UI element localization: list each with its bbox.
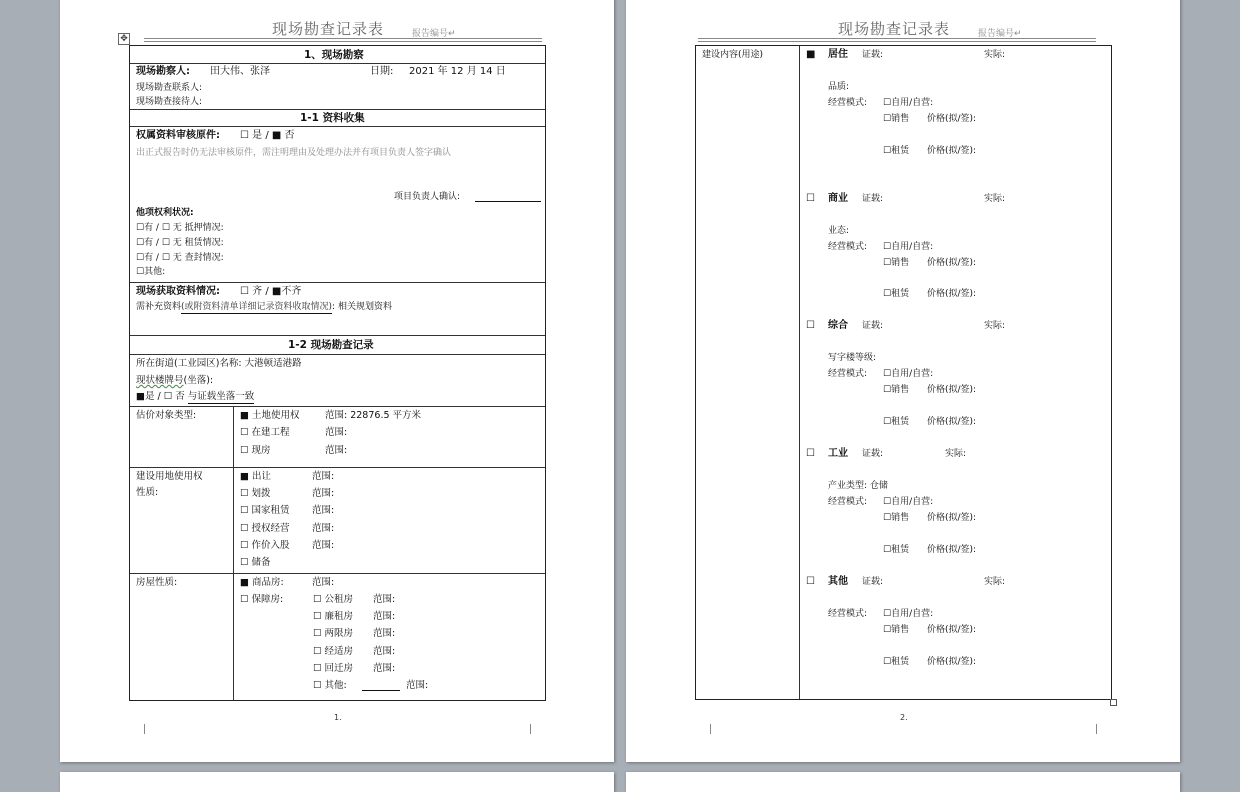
pm-confirm-label: 项目负责人确认: <box>394 192 461 202</box>
sale-option[interactable]: ☐销售 <box>883 114 910 124</box>
cert-label: 证载: <box>862 194 884 204</box>
public-rent-option[interactable]: ☐ 公租房 <box>313 594 354 605</box>
need-supp-tail: : 相关规划资料 <box>332 302 392 312</box>
cert-label: 证载: <box>862 50 884 60</box>
range-label: 范围: <box>312 523 335 534</box>
range-label: 范围: <box>312 471 335 482</box>
price-label: 价格(拟/签): <box>927 114 977 124</box>
price-label: 价格(拟/签): <box>927 545 977 555</box>
cert-label: 证载: <box>862 449 884 459</box>
office-grade-label: 写字楼等级: <box>828 353 877 363</box>
range-label: 范围: <box>373 646 396 657</box>
signature-line[interactable] <box>475 201 541 202</box>
price-label: 价格(拟/签): <box>927 625 977 635</box>
document-page-4 <box>626 772 1180 792</box>
range-label: 范围: <box>373 594 396 605</box>
header-rule <box>144 41 542 42</box>
others-label: 其他 <box>828 576 848 587</box>
other-row[interactable]: ☐其他: <box>136 267 166 277</box>
range-label: 范围: <box>406 680 429 691</box>
range-label: 范围: <box>373 663 396 674</box>
report-number-label: 报告编号↵ <box>978 29 1022 39</box>
inspector-value: 田大伟、张泽 <box>210 66 270 77</box>
page-title: 现场勘查记录表 <box>838 20 951 38</box>
range-label: 范围: <box>312 540 335 551</box>
self-use-option[interactable]: ☐自用/自营: <box>883 369 934 379</box>
existing-range: 范围: <box>325 445 348 456</box>
price-label: 价格(拟/签): <box>927 289 977 299</box>
range-label: 范围: <box>373 611 396 622</box>
range-label: 范围: <box>312 577 335 588</box>
sale-option[interactable]: ☐销售 <box>883 513 910 523</box>
header-rule <box>698 38 1096 39</box>
crop-mark <box>530 724 531 734</box>
actual-label: 实际: <box>984 194 1006 204</box>
other-house-option[interactable]: ☐ 其他: <box>313 680 347 691</box>
receiver-label: 现场勘查接待人: <box>136 97 203 107</box>
mode-label: 经营模式: <box>828 242 868 252</box>
mode-label: 经营模式: <box>828 98 868 108</box>
section-1-2-heading: 1-2 现场勘查记录 <box>288 339 374 351</box>
document-page-1 <box>60 0 614 762</box>
date-label: 日期: <box>370 66 394 77</box>
crop-mark <box>710 724 711 734</box>
complex-checkbox[interactable]: ☐ <box>806 320 815 331</box>
self-use-option[interactable]: ☐自用/自营: <box>883 242 934 252</box>
actual-label: 实际: <box>984 50 1006 60</box>
building-no-label: 现状楼牌号 <box>136 375 184 386</box>
content-label: 建设内容(用途) <box>702 50 764 60</box>
rent-option[interactable]: ☐租赁 <box>883 417 910 427</box>
land-use-range: 范围: 22876.5 平方米 <box>325 410 422 421</box>
rent-option[interactable]: ☐租赁 <box>883 545 910 555</box>
others-checkbox[interactable]: ☐ <box>806 576 815 587</box>
page-number: 2. <box>900 713 908 722</box>
crop-mark <box>144 724 145 734</box>
mode-label: 经营模式: <box>828 497 868 507</box>
price-label: 价格(拟/签): <box>927 258 977 268</box>
range-label: 范围: <box>312 505 335 516</box>
need-supp-link: (或附资料清单详细记录资料收取情况) <box>181 302 333 312</box>
price-label: 价格(拟/签): <box>927 657 977 667</box>
same-address-text: 与证载坐落一致 <box>187 391 255 402</box>
other-house-blank[interactable] <box>362 690 400 691</box>
inspector-label: 现场勘察人: <box>136 66 190 77</box>
affordable-option[interactable]: ☐ 经适房 <box>313 646 354 657</box>
sale-option[interactable]: ☐销售 <box>883 385 910 395</box>
commerce-label: 商业 <box>828 193 848 204</box>
lease-row[interactable]: ☐有 / ☐ 无 租赁情况: <box>136 238 224 248</box>
price-label: 价格(拟/签): <box>927 146 977 156</box>
self-use-option[interactable]: ☐自用/自营: <box>883 497 934 507</box>
report-number-label: 报告编号↵ <box>412 29 456 39</box>
material-options[interactable]: ☐ 齐 / ■不齐 <box>240 286 302 297</box>
document-page-2 <box>626 0 1180 762</box>
range-label: 范围: <box>373 628 396 639</box>
self-use-option[interactable]: ☐自用/自营: <box>883 98 934 108</box>
actual-label: 实际: <box>984 321 1006 331</box>
security-housing-option[interactable]: ☐ 保障房: <box>240 594 284 605</box>
street-name: 所在街道(工业园区)名称: 大港顿适港路 <box>136 358 302 369</box>
sale-option[interactable]: ☐销售 <box>883 258 910 268</box>
page-number: 1. <box>334 713 342 722</box>
range-label: 范围: <box>312 488 335 499</box>
residential-checkbox[interactable]: ■ <box>806 49 816 60</box>
mode-label: 经营模式: <box>828 609 868 619</box>
format-label: 业态: <box>828 226 850 236</box>
ownership-review-options[interactable]: ☐ 是 / ■ 否 <box>240 130 295 141</box>
table-resize-handle-icon[interactable] <box>1110 699 1117 706</box>
authorize-option[interactable]: ☐ 授权经营 <box>240 523 290 534</box>
complex-label: 综合 <box>828 320 848 331</box>
use-table <box>695 45 1112 700</box>
invest-option[interactable]: ☐ 作价入股 <box>240 540 290 551</box>
contact-label: 现场勘查联系人: <box>136 83 203 93</box>
state-lease-option[interactable]: ☐ 国家租赁 <box>240 505 290 516</box>
sale-option[interactable]: ☐销售 <box>883 625 910 635</box>
object-type-label: 估价对象类型: <box>136 410 197 421</box>
reserve-option[interactable]: ☐ 储备 <box>240 557 271 568</box>
rent-option[interactable]: ☐租赁 <box>883 146 910 156</box>
residential-label: 居住 <box>828 49 848 60</box>
price-label: 价格(拟/签): <box>927 513 977 523</box>
cheap-rent-option[interactable]: ☐ 廉租房 <box>313 611 354 622</box>
rent-option[interactable]: ☐租赁 <box>883 657 910 667</box>
price-label: 价格(拟/签): <box>927 385 977 395</box>
industry-type: 产业类型: 仓储 <box>828 481 888 491</box>
same-address-options[interactable]: ■是 / ☐ 否 <box>136 391 185 402</box>
crop-mark <box>1096 724 1097 734</box>
self-use-option[interactable]: ☐自用/自营: <box>883 609 934 619</box>
other-rights-label: 他项权利状况: <box>136 208 194 218</box>
wip-option[interactable]: ☐ 在建工程 <box>240 427 290 438</box>
industry-label: 工业 <box>828 448 848 459</box>
cert-label: 证载: <box>862 321 884 331</box>
land-nature-suffix: 性质: <box>136 487 159 498</box>
header-rule <box>698 41 1096 42</box>
actual-label: 实际: <box>984 577 1006 587</box>
cert-label: 证载: <box>862 577 884 587</box>
existing-option[interactable]: ☐ 现房 <box>240 445 271 456</box>
mode-label: 经营模式: <box>828 369 868 379</box>
ownership-review-label: 权属资料审核原件: <box>136 130 220 141</box>
building-no-suffix: (坐落): <box>183 375 214 386</box>
rent-option[interactable]: ☐租赁 <box>883 289 910 299</box>
allocate-option[interactable]: ☐ 划拨 <box>240 488 271 499</box>
material-label: 现场获取资料情况: <box>136 286 220 297</box>
price-label: 价格(拟/签): <box>927 417 977 427</box>
actual-label: 实际: <box>945 449 967 459</box>
limited-price-option[interactable]: ☐ 两限房 <box>313 628 354 639</box>
commerce-checkbox[interactable]: ☐ <box>806 193 815 204</box>
need-supp-label: 需补充资料 <box>136 302 182 312</box>
seal-row[interactable]: ☐有 / ☐ 无 查封情况: <box>136 253 224 263</box>
transfer-option[interactable]: ■ 出让 <box>240 471 271 482</box>
land-use-option[interactable]: ■ 土地使用权 <box>240 410 300 421</box>
date-value: 2021 年 12 月 14 日 <box>409 66 506 77</box>
section-1-1-heading: 1-1 资料收集 <box>300 112 365 124</box>
review-note: 出正式报告时仍无法审核原件，需注明理由及处理办法并有项目负责人签字确认 <box>136 148 452 158</box>
house-nature-label: 房屋性质: <box>136 577 178 588</box>
relocation-option[interactable]: ☐ 回迁房 <box>313 663 354 674</box>
table-move-handle-icon[interactable]: ✥ <box>118 33 130 45</box>
header-rule <box>144 38 542 39</box>
wip-range: 范围: <box>325 427 348 438</box>
section-1-heading: 1、现场勘察 <box>304 49 364 61</box>
land-nature-label: 建设用地使用权 <box>136 471 203 482</box>
document-page-3 <box>60 772 614 792</box>
industry-checkbox[interactable]: ☐ <box>806 448 815 459</box>
page-title: 现场勘查记录表 <box>272 20 385 38</box>
commercial-housing-option[interactable]: ■ 商品房: <box>240 577 284 588</box>
mortgage-row[interactable]: ☐有 / ☐ 无 抵押情况: <box>136 223 224 233</box>
quality-label: 品质: <box>828 82 850 92</box>
survey-table <box>129 45 546 701</box>
